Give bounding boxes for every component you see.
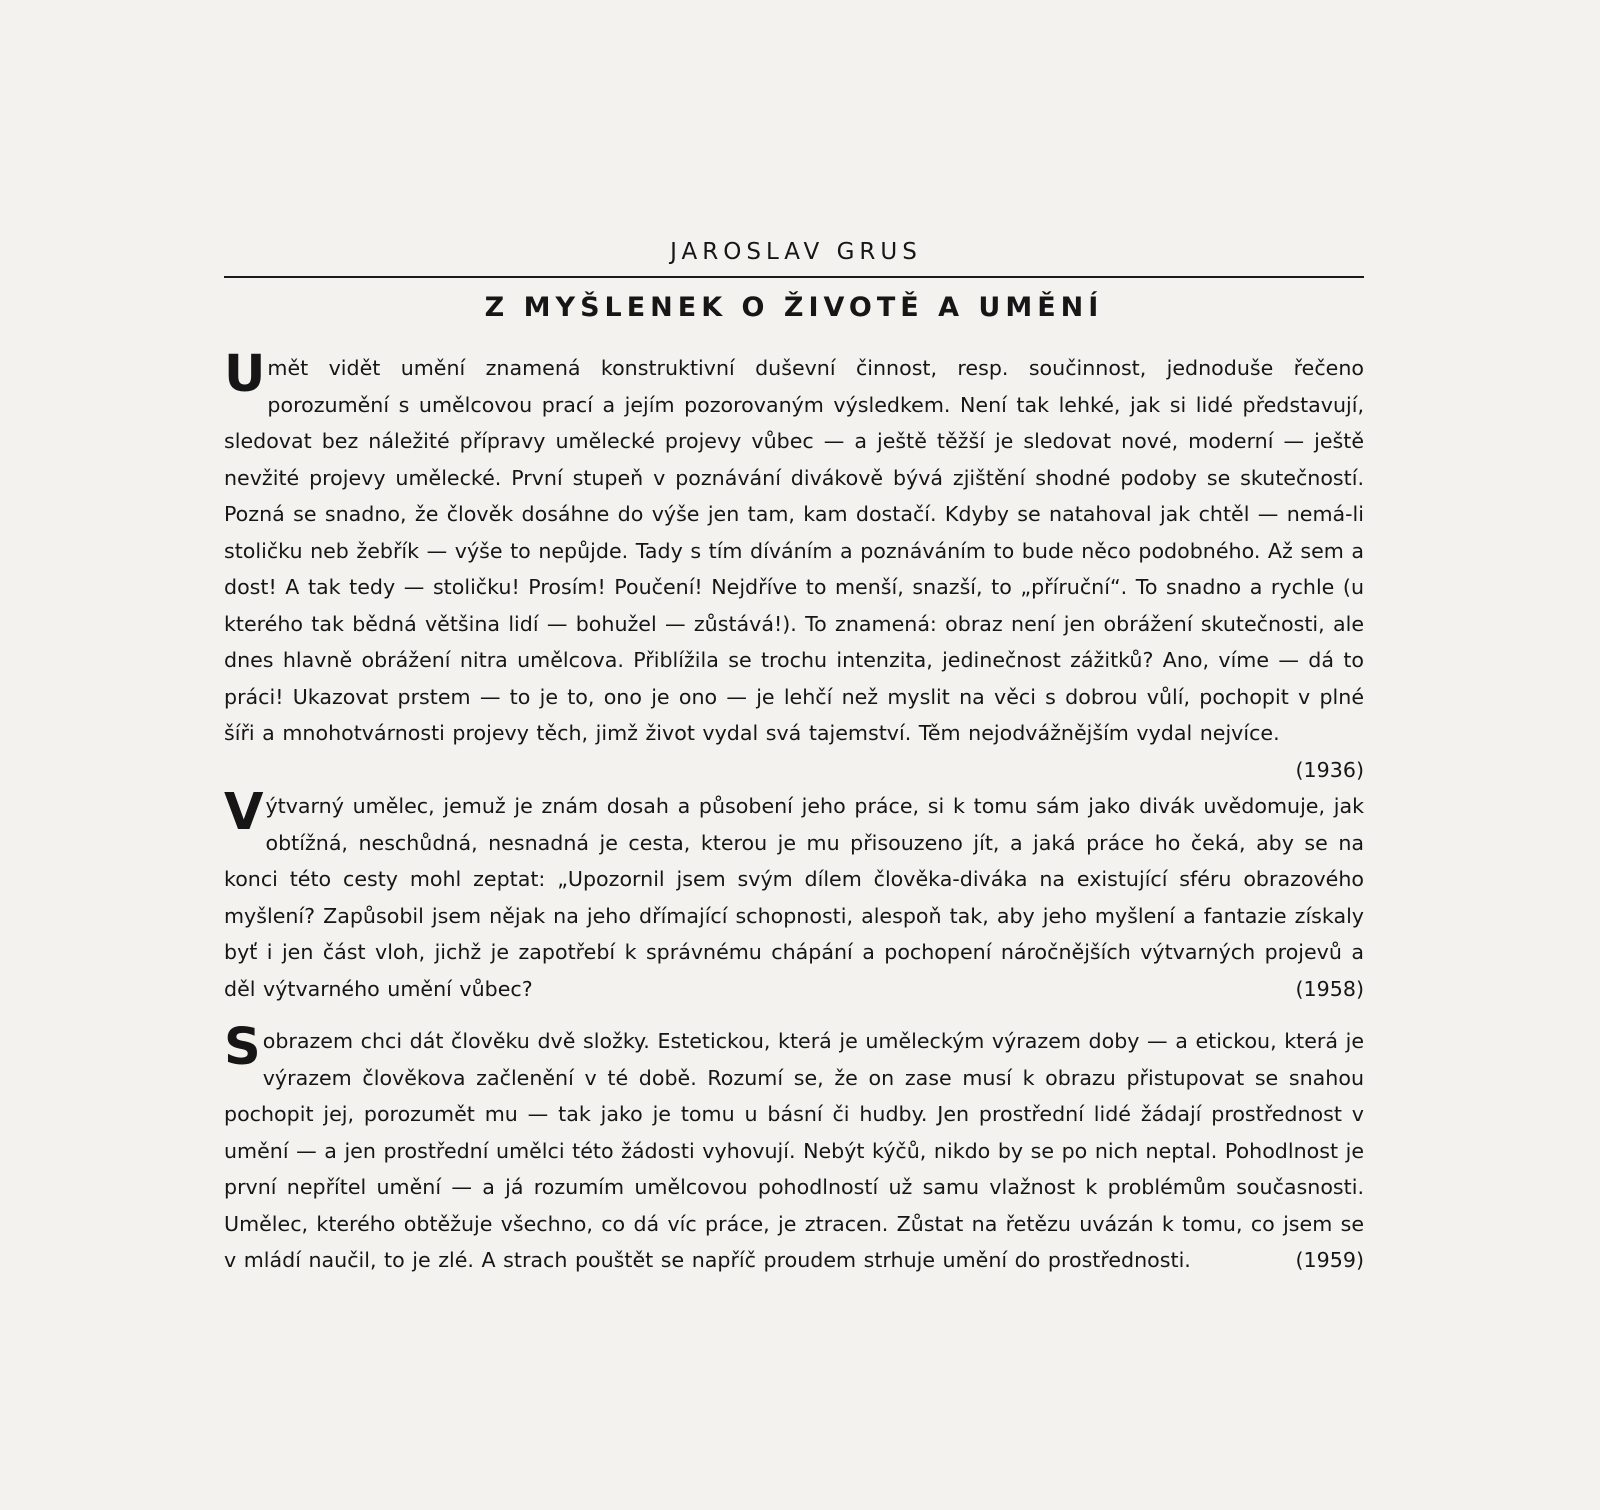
drop-cap: V [224,783,264,842]
author-name: JAROSLAV GRUS [670,239,922,265]
drop-cap: S [224,1018,261,1077]
section-2-year: (1958) [1295,976,1364,1001]
section-1-paragraph [224,345,1364,752]
section-1959 [224,1018,1364,1279]
section-1958 [224,783,1364,1007]
section-1-text: mět vidět umění znamená konstruktivní duševní činnost, resp. součinnost, jednoduše řečeno porozumění s umělcovou prací a jejím pozorovaným výsledkem. Není tak lehké, jak si lidé představují, sledovat bez náležité přípravy umělecké projevy vůbec — a ještě těžší je sledovat nové, moderní — ještě nevžité projevy umělecké. První stupeň v poznávání divákově bývá zjištění shodné podoby se skutečností. Pozná se snadno, že člověk dosáhne do výše jen tam, kam dostačí. Kdyby se natahoval jak chtěl — nemá-li stoličku neb žebřík — výše to nepůjde. Tady s tím díváním a poznáváním to bude něco podobného. Až sem a dost! A tak tedy — stoličku! Prosím! Poučení! Nejdříve to menší, snazší, to „příruční“. To snadno a rychle (u kterého tak bědná většina lidí — bohužel — zůstává!). To znamená: obraz není jen obrážení skutečnosti, ale dnes hlavně obrážení nitra umělcova. Přiblížila se trochu intenzita, jedinečnost zážitků? Ano, víme — dá to práci! Ukazovat prstem — to je to, ono je ono — je lehčí než myslit na věci s dobrou vůlí, pochopit v plné šíři a mnohotvárnosti projevy těch, jimž život vydal svá tajemství. Těm nejodvážnějším vydal nejvíce. [224,356,1364,745]
section-3-text: obrazem chci dát člověku dvě složky. Estetickou, která je uměleckým výrazem doby — a etickou, která je výrazem člověkova začlenění v té době. Rozumí se, že on zase musí k obrazu přistupovat se snahou pochopit jej, porozumět mu — tak jako je tomu u básní či hudby. Jen prostřední lidé žádají prostřednost v umění — a jen prostřední umělci této žádosti vyhovují. Nebýt kýčů, nikdo by se po nich neptal. Pohodlnost je první nepřítel umění — a já rozumím umělcovou pohodlností už samu vlažnost k problémům současnosti. Umělec, kterého obtěžuje všechno, co dá víc práce, je ztracen. Zůstat na řetězu uvázán k tomu, co jsem se v mládí naučil, to je zlé. A strach pouštět se napříč proudem strhuje umění do prostřednosti. [224,1029,1364,1272]
section-2-text: ýtvarný umělec, jemuž je znám dosah a působení jeho práce, si k tomu sám jako divák uvědomuje, jak obtížná, neschůdná, nesnadná je cesta, kterou je mu přisouzeno jít, a jaká práce ho čeká, aby se na konci této cesty mohl zeptat: „Upozornil jsem svým dílem člověka-diváka na existující sféru obrazového myšlení? Zapůsobil jsem nějak na jeho dřímající schopnosti, alespoň tak, aby jeho myšlení a fantazie získaly byť i jen část vloh, jichž je zapotřebí k správnému chápání a pochopení náročnějších výtvarných projevů a děl výtvarného umění vůbec? [224,794,1364,1001]
section-2-paragraph [224,783,1364,1007]
section-1-year: (1936) [1295,757,1364,782]
header-rule [224,276,1364,278]
drop-cap: U [224,345,266,404]
section-3-paragraph [224,1018,1364,1279]
text-column [224,232,1364,1279]
section-3-year: (1959) [1295,1248,1364,1272]
section-1936 [224,345,1364,788]
essay-title: Z MYŠLENEK O ŽIVOTĚ A UMĚNÍ [484,292,1104,323]
